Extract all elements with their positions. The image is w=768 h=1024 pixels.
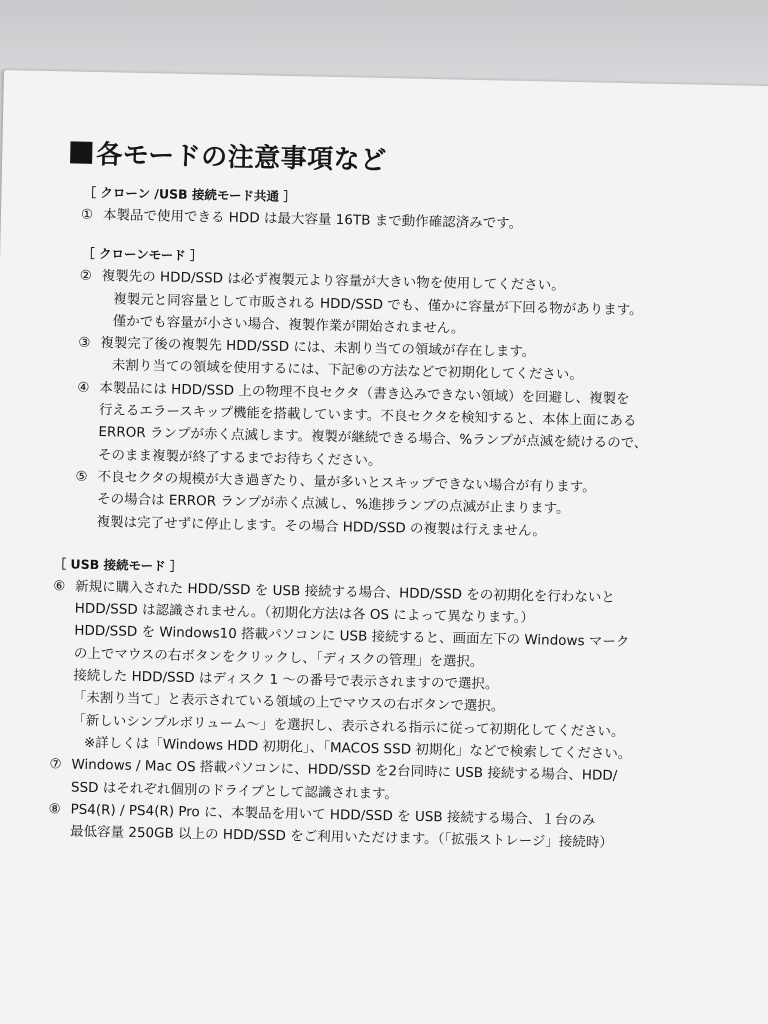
page-title — [70, 133, 723, 184]
item-text: 不良セクタの規模が大き過ぎたり、量が多いとスキップできない場合が有ります。 — [97, 469, 596, 496]
item-text: 未割り当ての領域を使用するには、下記⑥の方法などで初期化してください。 — [111, 357, 584, 384]
item-number: ⑦ — [49, 756, 62, 773]
item-text: の上でマウスの右ボタンをクリックし、「ディスクの管理」を選択。 — [73, 645, 484, 670]
section-header: ［ クローン /USB 接続モード共通 ］ — [83, 184, 296, 205]
section-usb-mode — [48, 554, 714, 856]
item-text: SSD はそれぞれ個別のドライブとして認識されます。 — [70, 779, 399, 802]
item-text: 最低容量 250GB 以上の HDD/SSD をご利用いただけます。（「拡張ストレージ」接続時） — [69, 823, 613, 852]
black-square-icon — [70, 141, 92, 163]
section-common — [61, 182, 722, 239]
section-header: ［ クローンモード ］ — [82, 245, 203, 264]
item-number: ⑧ — [48, 800, 61, 818]
item-text: 複製は完了せずに停止します。その場合 HDD/SSD の複製は行えません。 — [96, 513, 546, 540]
item-text: 本製品には HDD/SSD 上の物理不良セクタ（書き込みできない領域）を回避し、複製を — [99, 379, 630, 407]
item-text: ※詳しくは「Windows HDD 初期化」、「MACOS SSD 初期化」などで検索してください。 — [83, 734, 632, 763]
list-item — [50, 575, 714, 767]
item-text: Windows / Mac OS 搭載パソコンに、HDD/SSD を2台同時に USB 接続する場合、HDD/ — [71, 756, 618, 785]
item-text: 「新しいシンプルボリューム～」を選択し、表示される指示に従って初期化してください。 — [72, 712, 625, 740]
item-text: 僅かでも容量が小さい場合、複製作業が開始されません。 — [112, 313, 465, 337]
item-number: ③ — [78, 334, 91, 352]
item-text: 複製元と同容量として市販される HDD/SSD でも、僅かに容量が下回る物があります。 — [113, 290, 643, 319]
item-text: 複製先の HDD/SSD は必ず複製元より容量が大きい物を使用してください。 — [101, 268, 565, 295]
item-text: 複製完了後の複製先 HDD/SSD には、未割り当ての領域が存在します。 — [100, 335, 536, 361]
page-content — [48, 133, 723, 856]
item-text: ERROR ランプが赤く点滅します。複製が継続できる場合、%ランプが点滅を続けるので、 — [98, 424, 648, 452]
list-item — [76, 376, 718, 479]
item-text: 本製品で使用できる HDD は最大容量 16TB まで動作確認済みです。 — [102, 207, 523, 232]
item-text: 接続した HDD/SSD はディスク 1 ～の番号で表示されますので選択。 — [73, 667, 499, 693]
item-text: そのまま複製が終了するまでお待ちください。 — [97, 446, 382, 469]
item-number: ⑤ — [75, 468, 88, 485]
page-title-text: 各モードの注意事項など — [95, 139, 387, 177]
item-number: ④ — [77, 379, 90, 396]
item-text: HDD/SSD は認識されません。（初期化方法は各 OS によって異なります。） — [74, 600, 535, 627]
item-number: ① — [80, 206, 94, 223]
list-item — [74, 466, 715, 546]
item-number: ② — [79, 267, 92, 285]
section-header: ［ USB 接続モード ］ — [53, 556, 183, 574]
section-clone-mode — [54, 244, 720, 546]
item-text: 行えるエラースキップ機能を搭載しています。不良セクタを検知すると、本体上面にある — [98, 402, 637, 430]
item-text: その場合は ERROR ランプが赤く点滅し、%進捗ランプの点滅が止まります。 — [96, 491, 570, 518]
item-text: HDD/SSD を Windows10 搭載パソコンに USB 接続すると、画面左下の Windows マーク — [74, 623, 630, 651]
item-text: 新規に購入された HDD/SSD を USB 接続する場合、HDD/SSD をの初期化を行わないと — [75, 578, 615, 606]
item-number: ⑥ — [53, 578, 66, 595]
document-page — [0, 70, 768, 1024]
item-text: 「未割り当て」と表示されている領域の上でマウスの右ボタンで選択。 — [72, 689, 505, 715]
item-text: PS4(R) / PS4(R) Pro に、本製品を用いて HDD/SSD を USB 接続する場合、１台のみ — [70, 801, 596, 829]
